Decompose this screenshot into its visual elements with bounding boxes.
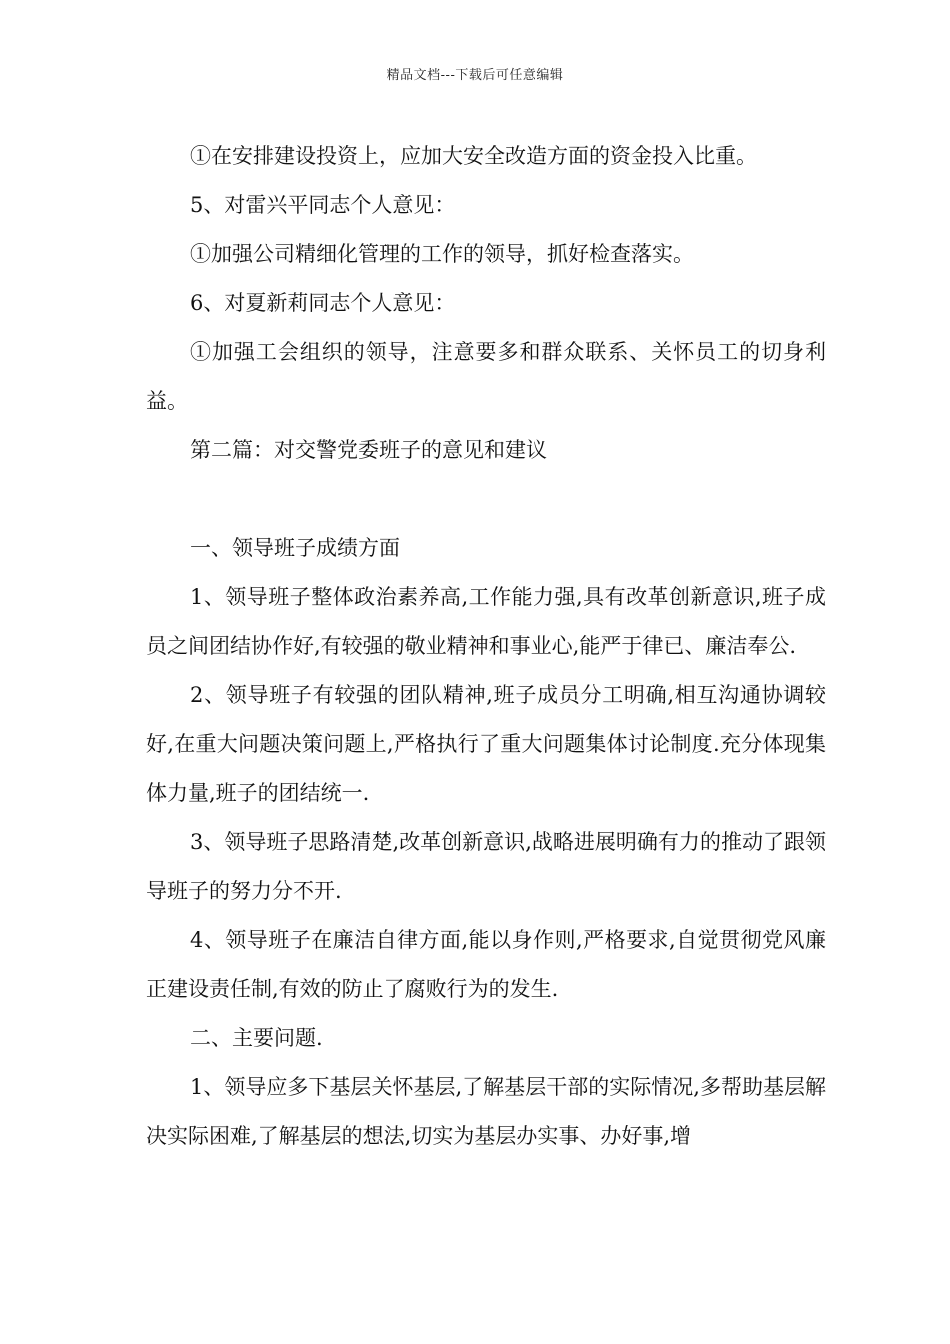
paragraph-3: ①加强公司精细化管理的工作的领导，抓好检查落实。 bbox=[190, 242, 694, 266]
paragraph-achievement-3: 3、领导班子思路清楚,改革创新意识,战略进展明确有力的推动了跟领导班子的努力分不开. bbox=[146, 830, 826, 903]
paragraph-achievement-1: 1、领导班子整体政治素养高,工作能力强,具有改革创新意识,班子成员之间团结协作好,有较强的敬业精神和事业心,能严于律已、廉洁奉公. bbox=[146, 585, 826, 658]
paragraph-achievement-2: 2、领导班子有较强的团队精神,班子成员分工明确,相互沟通协调较好,在重大问题决策问题上,严格执行了重大问题集体讨论制度.充分体现集体力量,班子的团结统一. bbox=[146, 683, 826, 805]
page-header: 精品文档---下载后可任意编辑 bbox=[386, 68, 564, 83]
heading-main-issues: 二、主要问题. bbox=[190, 1026, 323, 1050]
paragraph-1: ①在安排建设投资上，应加大安全改造方面的资金投入比重。 bbox=[190, 144, 757, 168]
section-title-part-two: 第二篇：对交警党委班子的意见和建议 bbox=[190, 438, 547, 462]
paragraph-achievement-4: 4、领导班子在廉洁自律方面,能以身作则,严格要求,自觉贯彻党风廉正建设责任制,有效的防止了腐败行为的发生. bbox=[146, 928, 826, 1001]
heading-achievements: 一、领导班子成绩方面 bbox=[190, 536, 400, 560]
paragraph-issue-1: 1、领导应多下基层关怀基层,了解基层干部的实际情况,多帮助基层解决实际困难,了解基层的想法,切实为基层办实事、办好事,增 bbox=[146, 1075, 826, 1148]
paragraph-5: ①加强工会组织的领导，注意要多和群众联系、关怀员工的切身利益。 bbox=[146, 340, 826, 413]
paragraph-2: 5、对雷兴平同志个人意见： bbox=[190, 193, 456, 217]
paragraph-4: 6、对夏新莉同志个人意见： bbox=[190, 291, 456, 315]
document-body bbox=[146, 132, 826, 1161]
